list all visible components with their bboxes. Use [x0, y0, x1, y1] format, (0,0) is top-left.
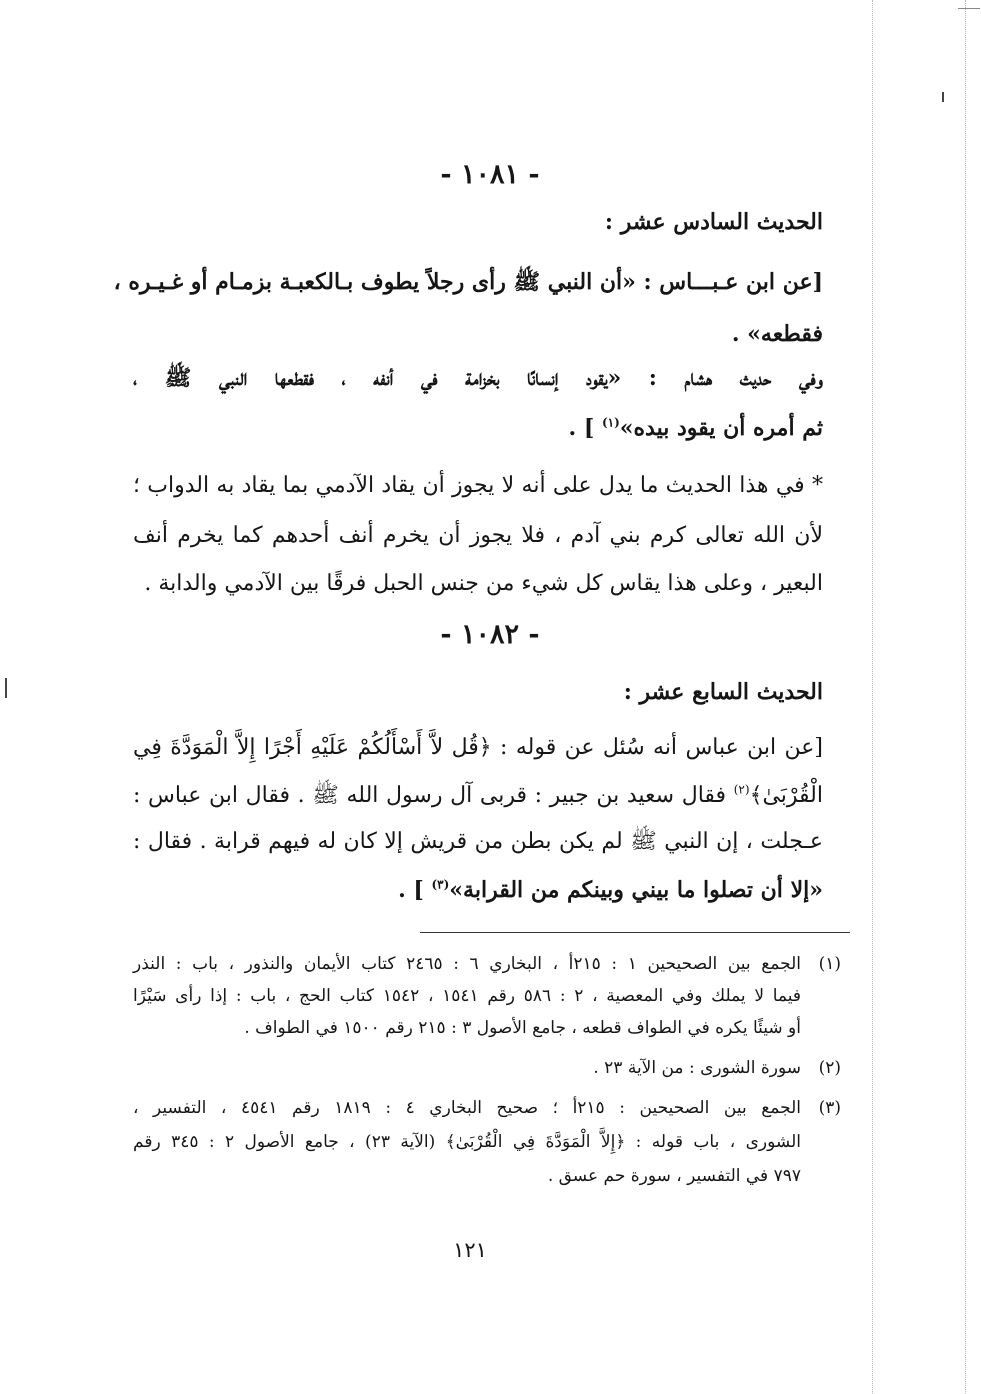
hadith-title: الحديث السابع عشر : [623, 679, 823, 705]
hadith-number-1081: - ١٠٨١ - [440, 159, 540, 190]
hadith-text-line: [عن ابن عـبـــاس : «أن النبي ﷺ رأى رجلاً يطوف بـالكعبـة بزمـام أو غـيـره ، [113, 269, 823, 295]
footnote-line: أو شيئًا يكره في الطواف قطعه ، جامع الأصول ٣ : ٢١٥ رقم ١٥٠٠ في الطواف . [244, 1018, 801, 1038]
scan-mark [5, 678, 7, 698]
scan-mark [942, 92, 944, 102]
hadith-title: الحديث السادس عشر : [604, 209, 823, 235]
footnote-ref: (١) [601, 415, 620, 430]
commentary-line: البعير ، وعلى هذا يقاس كل شيء من جنس الحبل فرقًا بين الآدمي والدابة . [144, 571, 823, 596]
footnote-number: (٣) [818, 1098, 841, 1118]
footnote-line: الجمع بين الصحيحين ١ : ٢١٥أ ، البخاري ٦ : ٢٤٦٥ كتاب الأيمان والنذور ، باب : النذر [133, 954, 801, 974]
hadith-text-line: فقطعه» . [731, 321, 823, 347]
footnote-line: فيما لا يملك وفي المعصية ، ٢ : ٥٨٦ رقم ١٥٤١ ، ١٥٤٢ كتاب الحج ، باب : إذا رأى سَيْرًا [133, 986, 802, 1006]
scan-mark [958, 8, 980, 9]
scan-edge-line [872, 0, 873, 1394]
footnote-line: الشورى ، باب قوله : ﴿إِلاَّ الْمَوَدَّةَ فِي الْقُرْبَىٰ﴾ (الآية ٢٣) ، جامع الأصول ٢ : ٣٤٥ رقم [133, 1132, 801, 1152]
footnote-ref: (٣) [431, 877, 450, 892]
footnote-line: سورة الشورى : من الآية ٢٣ . [593, 1058, 801, 1078]
footnote-number: (١) [818, 954, 841, 974]
hadith-number-1082: - ١٠٨٢ - [440, 619, 540, 650]
scan-edge-line [965, 0, 966, 1394]
hadith-text-line: وفي حديث هشام : «يقود إنسانًا بخزامة في أنفه ، فقطعها النبي ﷺ ، [133, 365, 823, 391]
footnote-ref: (٢) [733, 782, 750, 797]
commentary-line: * في هذا الحديث ما يدل على أنه لا يجوز أن يقاد الآدمي بما يقاد به الدواب ؛ [133, 473, 823, 498]
footnote-line: ٧٩٧ في التفسير ، سورة حم عسق . [547, 1166, 801, 1186]
footnote-divider [420, 932, 850, 933]
hadith-text-line: [عن ابن عباس أنه سُئل عن قوله : ﴿قُل لاَّ أَسْأَلُكُمْ عَلَيْهِ أَجْرًا إِلاَّ الْمَوَدَّةَ فِي [133, 735, 823, 760]
footnote-line: الجمع بين الصحيحين : ٢١٥أ ؛ صحيح البخاري ٤ : ١٨١٩ رقم ٤٥٤١ ، التفسير ، [133, 1098, 801, 1118]
page-number: ١٢١ [453, 1238, 487, 1262]
hadith-text-line: عـجلت ، إن النبي ﷺ لم يكن بطن من قريش إلا كان له فيهم قرابة . فقال : [133, 829, 823, 854]
footnote-number: (٢) [818, 1058, 841, 1078]
hadith-text-line: ثم أمره أن يقود بيده»$^{(١)}$ ] . [568, 415, 823, 441]
commentary-line: لأن الله تعالى كرم بني آدم ، فلا يجوز أن يخرم أنف أحدهم كما يخرم أنف [133, 523, 823, 548]
hadith-text-line: الْقُرْبَىٰ﴾$^{(٢)}$ فقال سعيد بن جبير : قربى آل رسول الله ﷺ . فقال ابن عباس : [133, 782, 823, 808]
hadith-text-line: «إلا أن تصلوا ما بيني وبينكم من القرابة»$^{(٣)}$ ] . [398, 877, 823, 903]
